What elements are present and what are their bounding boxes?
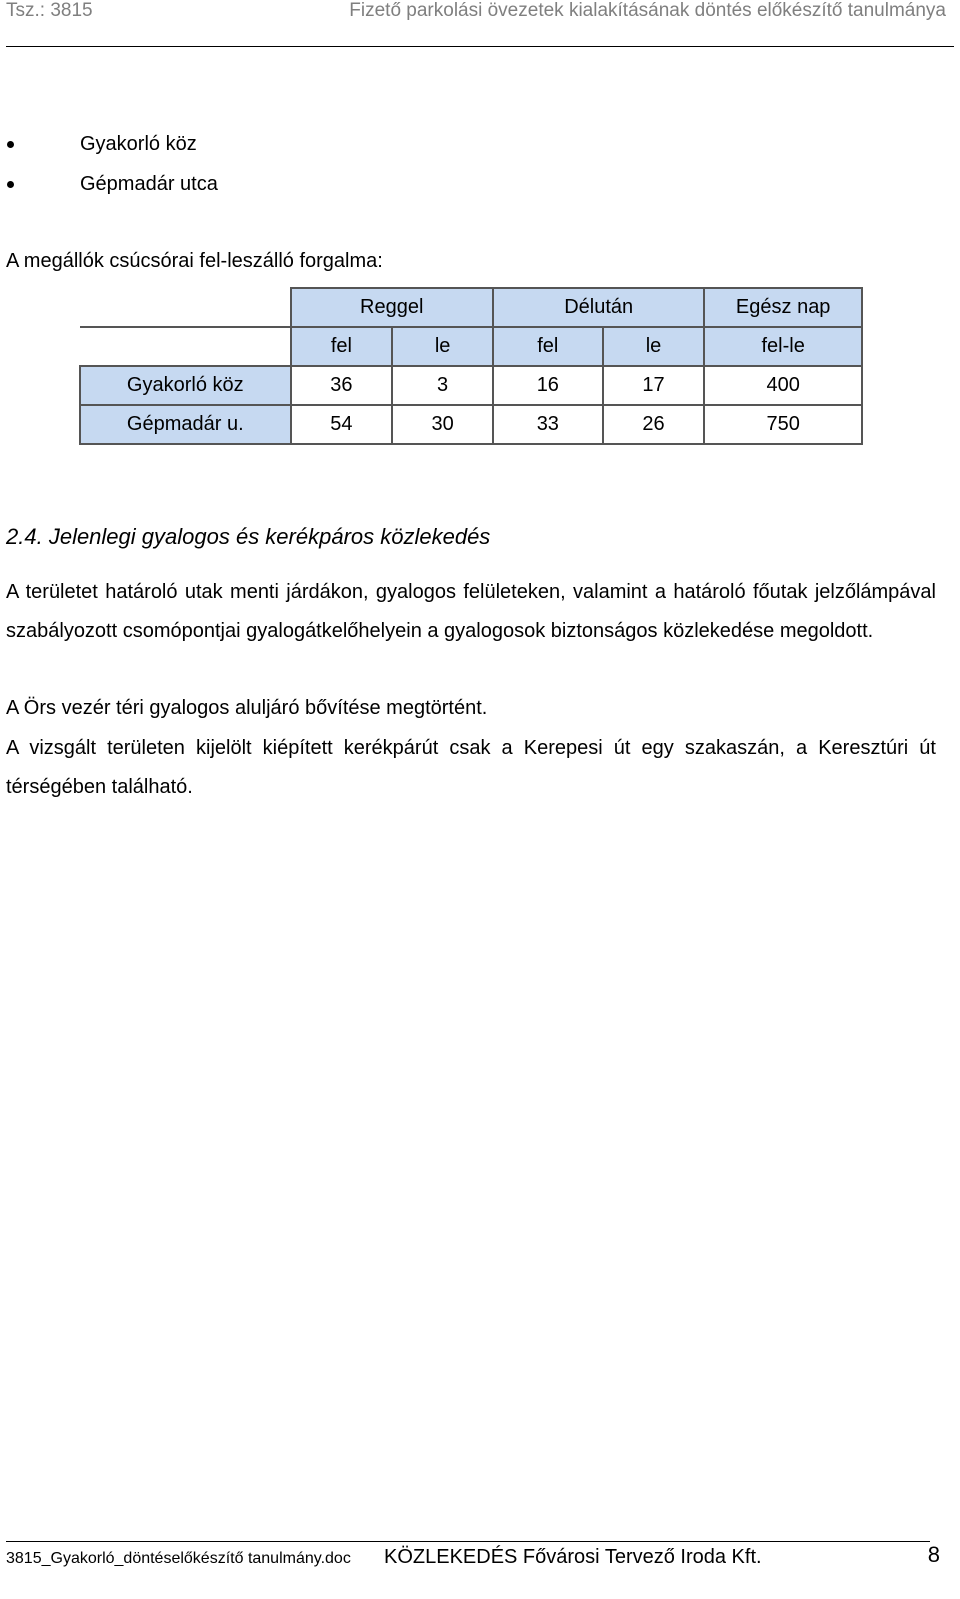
section-title: Jelenlegi gyalogos és kerékpáros közlekedés <box>48 524 491 549</box>
column-header: le <box>392 327 493 366</box>
document-title: Fizető parkolási övezetek kialakításának döntés előkészítő tanulmánya <box>349 0 946 21</box>
table-cell: 3 <box>392 366 493 405</box>
bullet-icon <box>7 181 14 188</box>
table-cell: 750 <box>704 405 862 444</box>
column-header: fel <box>291 327 393 366</box>
page-header <box>6 0 954 47</box>
table-cell: 26 <box>603 405 705 444</box>
stop-traffic-table <box>79 287 863 445</box>
list-item-text: Gépmadár utca <box>80 173 218 195</box>
paragraph: A vizsgált területen kijelölt kiépített kerékpárút csak a Kerepesi út egy szakaszán, a Keresztúri út térségében található. <box>6 737 936 798</box>
section-heading <box>6 524 490 550</box>
page-number: 8 <box>927 1542 940 1567</box>
document-number: Tsz.: 3815 <box>6 0 93 21</box>
table-row <box>80 405 862 444</box>
column-header: fel <box>493 327 603 366</box>
footer-company: KÖZLEKEDÉS Fővárosi Tervező Iroda Kft. <box>384 1546 762 1568</box>
table-corner-cell <box>80 327 291 366</box>
column-group-whole-day: Egész nap <box>704 288 862 327</box>
table-cell: 33 <box>493 405 603 444</box>
paragraph: A Örs vezér téri gyalogos aluljáró bővítése megtörtént. <box>6 697 488 719</box>
table-cell: 36 <box>291 366 393 405</box>
list-item-text: Gyakorló köz <box>80 133 197 155</box>
table-cell: 17 <box>603 366 705 405</box>
table-corner-cell <box>80 288 291 327</box>
row-header: Gyakorló köz <box>80 366 291 405</box>
table-cell: 16 <box>493 366 603 405</box>
list-item <box>0 124 218 164</box>
row-header: Gépmadár u. <box>80 405 291 444</box>
column-group-afternoon: Délután <box>493 288 704 327</box>
column-group-morning: Reggel <box>291 288 493 327</box>
bullet-list <box>0 124 218 204</box>
table-intro: A megállók csúcsórai fel-leszálló forgalma: <box>6 250 383 272</box>
section-number: 2.4. <box>6 524 43 549</box>
footer-divider <box>6 1541 930 1542</box>
table-subheader-row <box>80 327 862 366</box>
footer-file-name: 3815_Gyakorló_döntéselőkészítő tanulmány.doc <box>6 1550 351 1567</box>
column-header: le <box>603 327 705 366</box>
column-header: fel-le <box>704 327 862 366</box>
table-cell: 54 <box>291 405 393 444</box>
table-row <box>80 366 862 405</box>
list-item <box>0 164 218 204</box>
paragraph: A területet határoló utak menti járdákon, gyalogos felületeken, valamint a határoló főutak jelzőlámpával szabályozott csomópontjai gyalogátkelőhelyein a gyalogosok biztonságos közlekedése megoldott. <box>6 581 936 642</box>
bullet-icon <box>7 141 14 148</box>
table-cell: 30 <box>392 405 493 444</box>
page-footer <box>6 1542 940 1570</box>
table-group-header-row <box>80 288 862 327</box>
table-cell: 400 <box>704 366 862 405</box>
